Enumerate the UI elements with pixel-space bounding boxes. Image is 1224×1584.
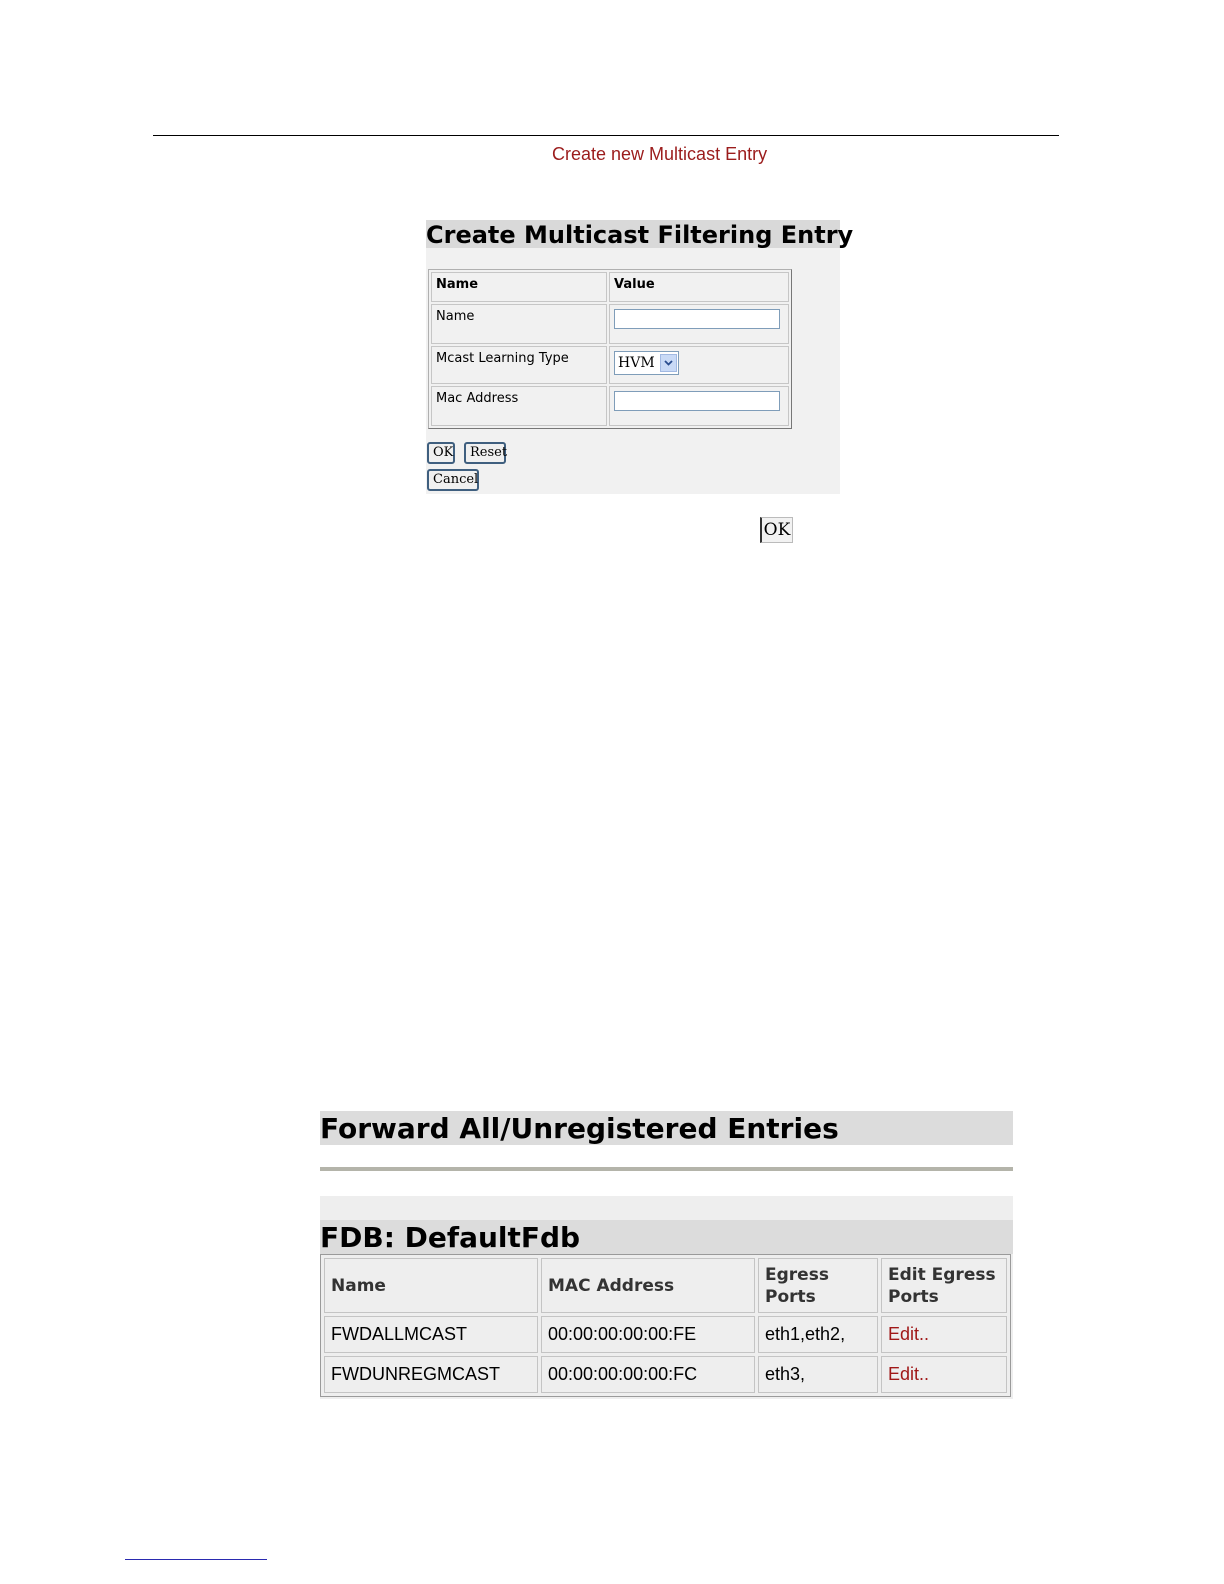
cancel-button[interactable]: Cancel — [427, 469, 479, 491]
forward-entries-title: Forward All/Unregistered Entries — [320, 1111, 1013, 1145]
learning-type-select[interactable] — [614, 351, 679, 375]
learning-type-selected-value: HVM — [618, 355, 655, 371]
name-label: Name — [431, 304, 607, 344]
fdb-row-edit-cell — [881, 1356, 1007, 1393]
learning-type-label: Mcast Learning Type — [431, 346, 607, 384]
table-row — [324, 1316, 1007, 1353]
name-input[interactable] — [614, 309, 780, 329]
form-row-name — [431, 304, 789, 344]
fdb-row-egress: eth3, — [758, 1356, 878, 1393]
panel-title: Create Multicast Filtering Entry — [426, 221, 854, 249]
edit-egress-link[interactable]: Edit.. — [888, 1324, 930, 1344]
footnote-divider — [125, 1559, 267, 1560]
reset-button[interactable]: Reset — [464, 442, 506, 464]
fdb-row-edit-cell — [881, 1316, 1007, 1353]
chevron-down-icon[interactable] — [660, 354, 677, 372]
fdb-edit-header: Edit Egress Ports — [881, 1258, 1007, 1313]
fdb-mac-header: MAC Address — [541, 1258, 755, 1313]
form-row-mac — [431, 386, 789, 426]
learning-type-cell — [609, 346, 789, 384]
create-multicast-entry-link[interactable]: Create new Multicast Entry — [552, 144, 768, 164]
form-row-learning-type — [431, 346, 789, 384]
fdb-panel — [320, 1196, 1013, 1399]
fdb-row-name: FWDUNREGMCAST — [324, 1356, 538, 1393]
fdb-table — [320, 1254, 1011, 1397]
mac-label: Mac Address — [431, 386, 607, 426]
fdb-row-egress: eth1,eth2, — [758, 1316, 878, 1353]
forward-section-divider — [320, 1167, 1013, 1171]
edit-egress-link[interactable]: Edit.. — [888, 1364, 930, 1384]
form-header-row — [431, 272, 789, 302]
mac-address-input[interactable] — [614, 391, 780, 411]
fdb-row-name: FWDALLMCAST — [324, 1316, 538, 1353]
fdb-row-mac: 00:00:00:00:00:FE — [541, 1316, 755, 1353]
create-multicast-panel — [426, 220, 854, 494]
fdb-title: FDB: DefaultFdb — [320, 1220, 1013, 1254]
fdb-egress-header: Egress Ports — [758, 1258, 878, 1313]
name-column-header: Name — [431, 272, 607, 302]
value-column-header: Value — [609, 272, 789, 302]
name-value-cell — [609, 304, 789, 344]
fdb-name-header: Name — [324, 1258, 538, 1313]
mac-value-cell — [609, 386, 789, 426]
table-row — [324, 1356, 1007, 1393]
ok-button[interactable]: OK — [427, 442, 455, 464]
create-form-table — [428, 269, 792, 429]
top-divider — [153, 135, 1059, 136]
fdb-header-row — [324, 1258, 1007, 1313]
inline-ok-button-image: OK — [760, 517, 793, 543]
fdb-row-mac: 00:00:00:00:00:FC — [541, 1356, 755, 1393]
